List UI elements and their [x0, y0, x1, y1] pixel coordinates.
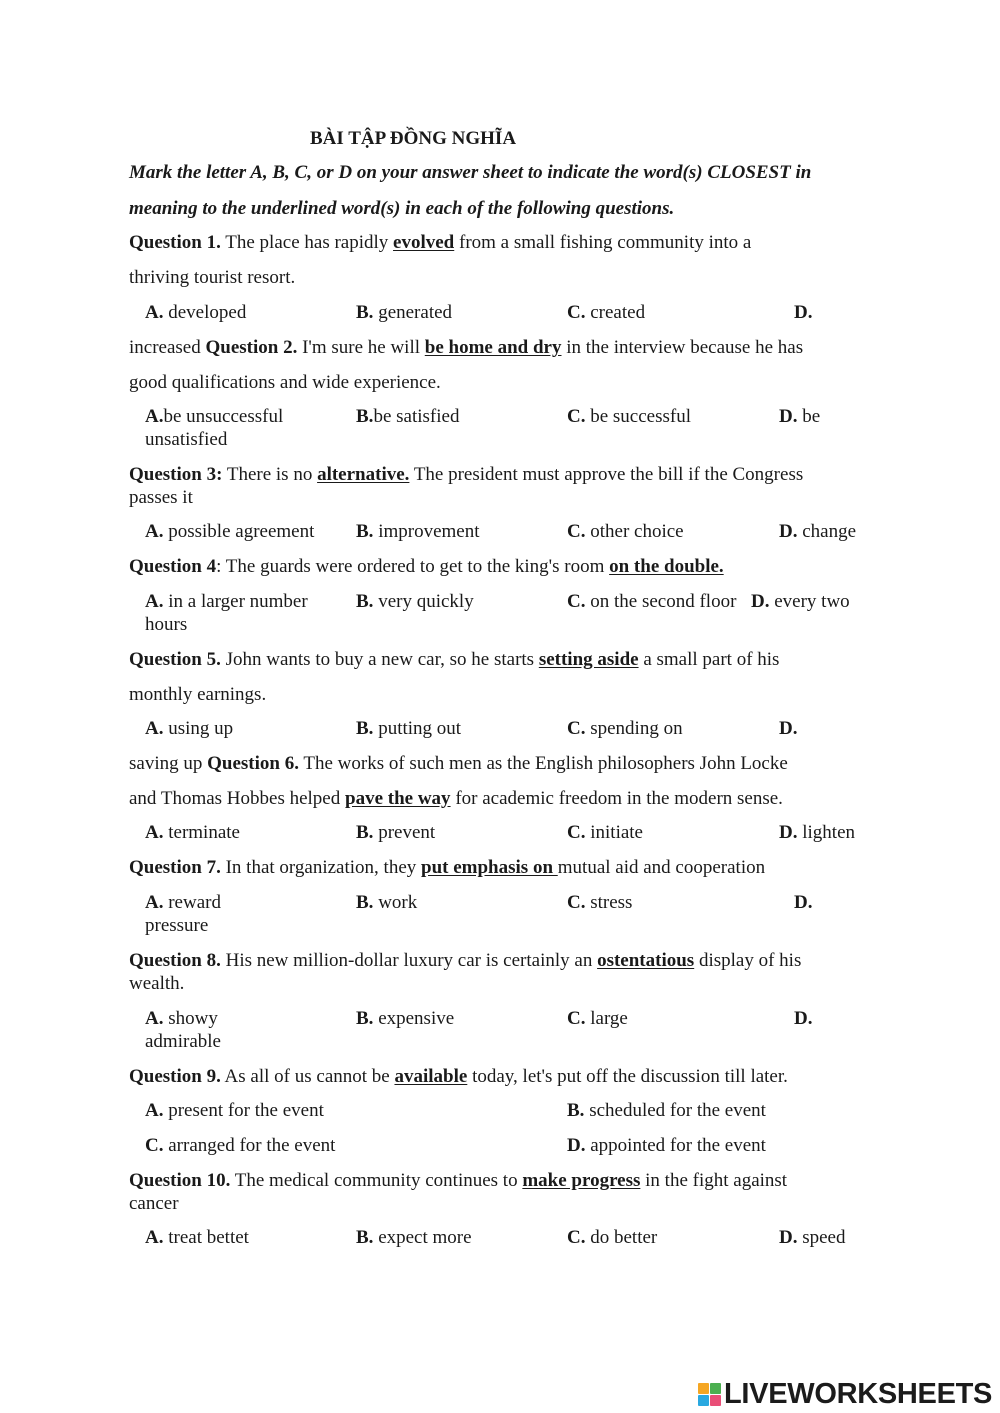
q10-option-a[interactable]	[145, 1226, 249, 1249]
option-letter: D.	[779, 406, 798, 427]
q9-option-b[interactable]	[567, 1099, 766, 1122]
option-letter: D.	[794, 892, 813, 913]
option-text: expensive	[373, 1008, 455, 1029]
q5-option-d[interactable]	[779, 717, 797, 740]
option-letter: A.	[145, 892, 164, 913]
q6-option-b[interactable]	[356, 821, 435, 844]
q4-option-c[interactable]	[567, 590, 736, 613]
logo-square-3	[698, 1395, 709, 1406]
q9-option-a[interactable]	[145, 1099, 324, 1122]
question-3-continued: passes it	[129, 487, 193, 508]
option-text: improvement	[373, 521, 480, 542]
q2-option-b[interactable]	[356, 405, 459, 428]
question-text: today, let's put off the discussion till later.	[467, 1066, 788, 1087]
q4-option-d[interactable]	[751, 590, 850, 613]
q5-option-a[interactable]	[145, 717, 233, 740]
option-letter: A.	[145, 406, 164, 427]
instruction-line-1: Mark the letter A, B, C, or D on your answer sheet to indicate the word(s) CLOSEST in	[129, 162, 812, 183]
option-letter: C.	[567, 892, 586, 913]
option-letter: B.	[356, 302, 374, 323]
question-6-label: Question 6.	[207, 753, 299, 774]
option-letter: B.	[356, 718, 374, 739]
option-text: work	[373, 892, 418, 913]
question-text: in the interview because he has	[561, 337, 804, 358]
option-text: spending on	[585, 718, 683, 739]
option-text: be unsuccessful	[163, 406, 284, 427]
q2-option-d-continued: unsatisfied	[145, 429, 228, 450]
question-1-continued: thriving tourist resort.	[129, 267, 296, 288]
option-text: appointed for the event	[585, 1135, 766, 1156]
question-8-label: Question 8.	[129, 950, 221, 971]
option-text: showy	[163, 1008, 218, 1029]
question-10	[129, 1169, 787, 1192]
option-letter: D.	[794, 1008, 813, 1029]
q8-option-d-continued: admirable	[145, 1031, 221, 1052]
option-text: using up	[163, 718, 234, 739]
q1-option-b[interactable]	[356, 301, 452, 324]
q3-option-b[interactable]	[356, 520, 480, 543]
q2-option-c[interactable]	[567, 405, 691, 428]
q4-option-d-continued: hours	[145, 614, 188, 635]
liveworksheets-logo-icon	[698, 1383, 721, 1406]
option-letter: A.	[145, 302, 164, 323]
option-letter: C.	[145, 1135, 164, 1156]
q7-option-d[interactable]	[794, 891, 812, 914]
option-letter: D.	[779, 718, 798, 739]
option-text: change	[797, 521, 857, 542]
option-text: scheduled for the event	[584, 1100, 766, 1121]
q8-option-d[interactable]	[794, 1007, 812, 1030]
option-letter: A.	[145, 521, 164, 542]
q10-option-b[interactable]	[356, 1226, 472, 1249]
liveworksheets-logo-text: LIVEWORKSHEETS	[724, 1378, 993, 1410]
question-text: The works of such men as the English philosophers John Locke	[298, 753, 788, 774]
q3-option-d[interactable]	[779, 520, 856, 543]
option-letter: C.	[567, 406, 586, 427]
option-text: reward	[163, 892, 221, 913]
option-text: lighten	[797, 822, 856, 843]
question-5	[129, 648, 779, 671]
liveworksheets-logo[interactable]	[698, 1378, 992, 1411]
option-letter: D.	[794, 302, 813, 323]
question-9-label: Question 9.	[129, 1066, 221, 1087]
question-2-continued: good qualifications and wide experience.	[129, 372, 441, 393]
option-text: speed	[797, 1227, 846, 1248]
option-text: be	[797, 406, 821, 427]
option-text: generated	[373, 302, 453, 323]
q10-option-c[interactable]	[567, 1226, 657, 1249]
q3-option-a[interactable]	[145, 520, 314, 543]
option-text: large	[585, 1008, 628, 1029]
question-10-keyword: make progress	[522, 1170, 641, 1191]
question-text: for academic freedom in the modern sense.	[450, 788, 783, 809]
question-text: In that organization, they	[220, 857, 422, 878]
question-text: His new million-dollar luxury car is certainly an	[220, 950, 598, 971]
question-1-label: Question 1.	[129, 232, 221, 253]
option-letter: A.	[145, 1008, 164, 1029]
question-5-label: Question 5.	[129, 649, 221, 670]
option-text: possible agreement	[163, 521, 315, 542]
question-1-keyword: evolved	[393, 232, 455, 253]
option-text: do better	[585, 1227, 658, 1248]
q1-option-d[interactable]	[794, 301, 812, 324]
option-letter: C.	[567, 302, 586, 323]
question-4-label: Question 4	[129, 556, 217, 577]
q1-option-c[interactable]	[567, 301, 645, 324]
option-letter: B.	[356, 892, 374, 913]
q8-option-c[interactable]	[567, 1007, 628, 1030]
option-letter: D.	[779, 521, 798, 542]
option-letter: A.	[145, 591, 164, 612]
question-2-keyword: be home and dry	[424, 337, 562, 358]
option-text: expect more	[373, 1227, 472, 1248]
option-text: stress	[585, 892, 633, 913]
question-1	[129, 231, 751, 254]
question-text: in the fight against	[640, 1170, 788, 1191]
question-7-keyword: put emphasis on	[421, 857, 558, 878]
question-5-keyword: setting aside	[538, 649, 639, 670]
q7-option-c[interactable]	[567, 891, 632, 914]
q6-option-a[interactable]	[145, 821, 240, 844]
question-8-continued: wealth.	[129, 973, 185, 994]
question-2	[129, 336, 803, 359]
question-4-keyword: on the double.	[609, 556, 724, 577]
option-text: on the second floor	[585, 591, 737, 612]
question-9	[129, 1065, 788, 1088]
question-text: The place has rapidly	[220, 232, 394, 253]
question-8-keyword: ostentatious	[597, 950, 695, 971]
q7-option-b[interactable]	[356, 891, 417, 914]
option-letter: C.	[567, 591, 586, 612]
question-2-label: Question 2.	[205, 337, 298, 358]
option-letter: B.	[356, 822, 374, 843]
question-text: John wants to buy a new car, so he starts	[220, 649, 539, 670]
q10-option-d[interactable]	[779, 1226, 846, 1249]
question-10-label: Question 10.	[129, 1170, 231, 1191]
option-letter: A.	[145, 822, 164, 843]
q8-option-b[interactable]	[356, 1007, 454, 1030]
option-letter: B.	[356, 1008, 374, 1029]
logo-square-1	[698, 1383, 709, 1394]
option-letter: A.	[145, 718, 164, 739]
option-text: prevent	[373, 822, 436, 843]
q2-option-a[interactable]	[145, 405, 283, 428]
q8-option-a[interactable]	[145, 1007, 218, 1030]
option-letter: C.	[567, 521, 586, 542]
q2-option-d[interactable]	[779, 405, 820, 428]
option-letter: C.	[567, 1008, 586, 1029]
q3-option-c[interactable]	[567, 520, 684, 543]
option-text: treat bettet	[163, 1227, 249, 1248]
q4-option-a[interactable]	[145, 590, 308, 613]
q1-option-d-text: increased	[129, 337, 206, 358]
logo-square-2	[710, 1383, 721, 1394]
question-text: I'm sure he will	[297, 337, 425, 358]
instruction-line-2: meaning to the underlined word(s) in each of the following questions.	[129, 198, 675, 219]
logo-square-4	[710, 1395, 721, 1406]
option-text: very quickly	[373, 591, 474, 612]
question-text: : The guards were ordered to get to the king's room	[216, 556, 610, 577]
option-text: in a larger number	[163, 591, 308, 612]
question-6	[129, 752, 788, 775]
option-letter: D.	[567, 1135, 586, 1156]
question-text: The president must approve the bill if the Congress	[409, 464, 804, 485]
question-text: There is no	[222, 464, 318, 485]
option-letter: A.	[145, 1227, 164, 1248]
option-text: putting out	[373, 718, 462, 739]
question-8	[129, 949, 801, 972]
question-10-continued: cancer	[129, 1193, 179, 1214]
option-letter: D.	[751, 591, 770, 612]
question-text: mutual aid and cooperation	[557, 857, 766, 878]
option-text: developed	[163, 302, 247, 323]
option-letter: B.	[567, 1100, 585, 1121]
option-letter: D.	[779, 822, 798, 843]
q9-option-d[interactable]	[567, 1134, 766, 1157]
option-letter: B.	[356, 591, 374, 612]
question-text: a small part of his	[638, 649, 780, 670]
option-text: created	[585, 302, 646, 323]
question-4	[129, 555, 724, 578]
q7-option-d-continued: pressure	[145, 915, 209, 936]
question-text: display of his	[694, 950, 802, 971]
option-text: other choice	[585, 521, 684, 542]
question-3-label: Question 3:	[129, 464, 223, 485]
question-3	[129, 463, 803, 486]
q5-option-b[interactable]	[356, 717, 461, 740]
option-text: be successful	[585, 406, 692, 427]
q6-option-c[interactable]	[567, 821, 643, 844]
worksheet-title: BÀI TẬP ĐỒNG NGHĨA	[310, 128, 517, 149]
question-5-continued: monthly earnings.	[129, 684, 267, 705]
question-9-keyword: available	[394, 1066, 468, 1087]
q5-option-c[interactable]	[567, 717, 683, 740]
option-text: every two	[769, 591, 850, 612]
question-text: The medical community continues to	[230, 1170, 523, 1191]
option-text: terminate	[163, 822, 240, 843]
question-3-keyword: alternative.	[317, 464, 410, 485]
question-7-label: Question 7.	[129, 857, 221, 878]
q6-option-d[interactable]	[779, 821, 855, 844]
option-letter: B.	[356, 406, 374, 427]
q9-option-c[interactable]	[145, 1134, 335, 1157]
question-6-continued	[129, 787, 783, 810]
q7-option-a[interactable]	[145, 891, 221, 914]
q4-option-b[interactable]	[356, 590, 474, 613]
question-text: and Thomas Hobbes helped	[129, 788, 345, 809]
option-letter: D.	[779, 1227, 798, 1248]
option-letter: C.	[567, 822, 586, 843]
question-text: from a small fishing community into a	[454, 232, 752, 253]
option-letter: C.	[567, 1227, 586, 1248]
question-7	[129, 856, 765, 879]
question-text: As all of us cannot be	[220, 1066, 395, 1087]
option-text: arranged for the event	[163, 1135, 336, 1156]
option-letter: C.	[567, 718, 586, 739]
option-letter: B.	[356, 521, 374, 542]
q1-option-a[interactable]	[145, 301, 246, 324]
question-6-keyword: pave the way	[345, 788, 451, 809]
q5-option-d-text: saving up	[129, 753, 208, 774]
option-text: initiate	[585, 822, 643, 843]
option-text: present for the event	[163, 1100, 324, 1121]
option-letter: B.	[356, 1227, 374, 1248]
option-letter: A.	[145, 1100, 164, 1121]
option-text: be satisfied	[373, 406, 460, 427]
